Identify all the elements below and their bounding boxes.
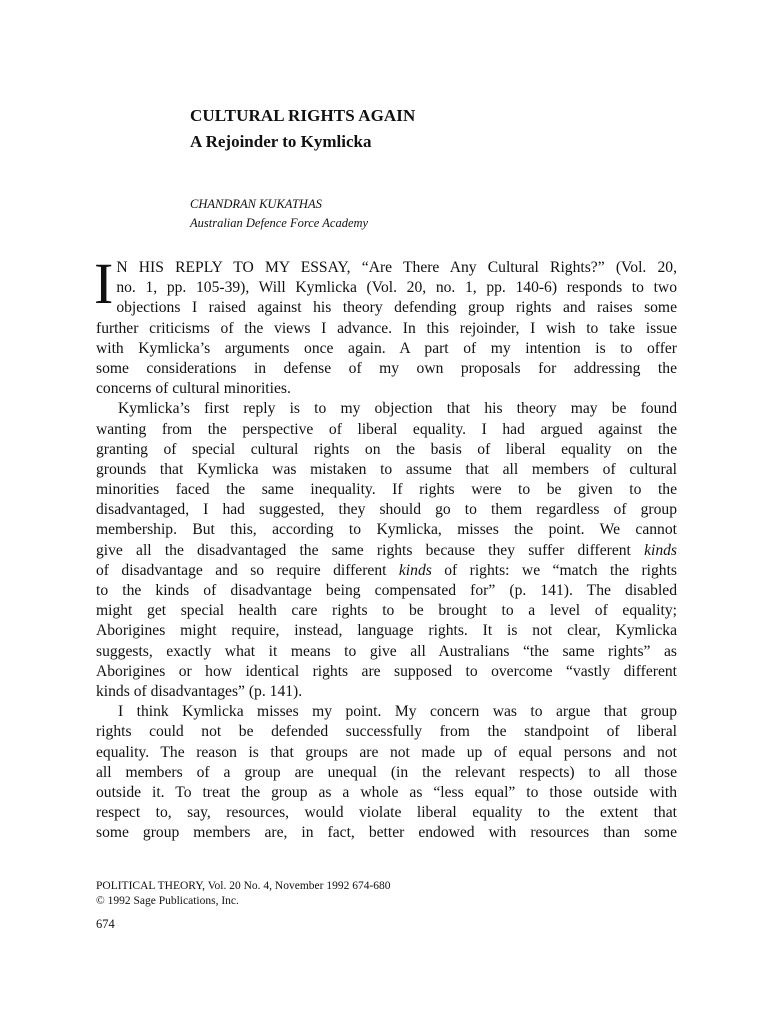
text-line: I think Kymlicka misses my point. My concern was to argue that group (118, 703, 677, 721)
emphasis: kinds (398, 561, 432, 579)
text-line: all members of a group are unequal (in the relevant respects) to all those (96, 763, 677, 781)
text-line: respect to, say, resources, would violate liberal equality to the extent that (96, 804, 677, 822)
author-affiliation: Australian Defence Force Academy (190, 216, 369, 230)
paragraph-1 (94, 251, 677, 399)
text-line: Kymlicka’s first reply is to my objection that his theory may be found (118, 400, 677, 418)
text-line: some considerations in defense of my own proposals for addressing the (96, 359, 677, 377)
article-title: CULTURAL RIGHTS AGAIN (190, 106, 416, 125)
text-line: Aborigines or how identical rights are supposed to overcome “vastly different (96, 662, 677, 680)
article-subtitle: A Rejoinder to Kymlicka (190, 132, 372, 151)
copyright-notice: © 1992 Sage Publications, Inc. (96, 895, 239, 907)
text-line: kinds of disadvantages” (p. 141). (96, 682, 303, 700)
journal-citation: POLITICAL THEORY, Vol. 20 No. 4, November 1992 674-680 (96, 880, 391, 892)
emphasis: kinds (644, 541, 677, 559)
text-line: to the kinds of disadvantage being compensated for” (p. 141). The disabled (96, 582, 677, 599)
paragraph-3 (96, 702, 677, 843)
article-body (94, 251, 677, 843)
page-number: 674 (96, 917, 115, 931)
text-line: might get special health care rights to be brought to a level of equality; (96, 602, 677, 620)
paragraph-2 (96, 399, 677, 702)
text-line: equality. The reason is that groups are not made up of equal persons and not (96, 743, 677, 761)
text-line: concerns of cultural minorities. (96, 380, 291, 398)
text-line (96, 541, 677, 561)
text-line: rights could not be defended successfully from the standpoint of liberal (96, 723, 677, 741)
text-line: N HIS REPLY TO MY ESSAY, “Are There Any Cultural Rights?” (Vol. 20, (116, 259, 677, 276)
text-line: objections I raised against his theory defending group rights and raises some (116, 299, 677, 317)
text-line: Aborigines might require, instead, language rights. It is not clear, Kymlicka (96, 622, 677, 640)
text-line: disadvantaged, I had suggested, they should go to them regardless of group (96, 501, 677, 519)
text-line: no. 1, pp. 105-39), Will Kymlicka (Vol. 20, no. 1, pp. 140-6) responds to two (116, 279, 677, 297)
drop-cap: I (94, 251, 114, 316)
text-fragment: of disadvantage and so require different (96, 561, 399, 579)
publication-footer (96, 879, 391, 909)
text-line: granting of special cultural rights on the basis of liberal equality on the (96, 440, 677, 458)
text-line: further criticisms of the views I advance. In this rejoinder, I wish to take issue (96, 319, 677, 337)
text-line: grounds that Kymlicka was mistaken to assume that all members of cultural (96, 460, 677, 478)
text-line: some group members are, in fact, better endowed with resources than some (96, 824, 677, 842)
text-fragment: give all the disadvantaged the same rights because they suffer different (96, 541, 645, 559)
text-line (96, 561, 677, 581)
text-fragment: of rights: we “match the rights (431, 561, 677, 579)
text-line: minorities faced the same inequality. If rights were to be given to the (96, 481, 677, 499)
text-line: with Kymlicka’s arguments once again. A part of my intention is to offer (96, 339, 677, 357)
text-line: membership. But this, according to Kymlicka, misses the point. We cannot (96, 521, 677, 539)
author-name: CHANDRAN KUKATHAS (190, 197, 322, 211)
text-line: outside it. To treat the group as a whole as “less equal” to those outside with (96, 783, 677, 801)
text-line: suggests, exactly what it means to give all Australians “the same rights” as (96, 642, 677, 660)
text-line: wanting from the perspective of liberal equality. I had argued against the (96, 420, 677, 438)
